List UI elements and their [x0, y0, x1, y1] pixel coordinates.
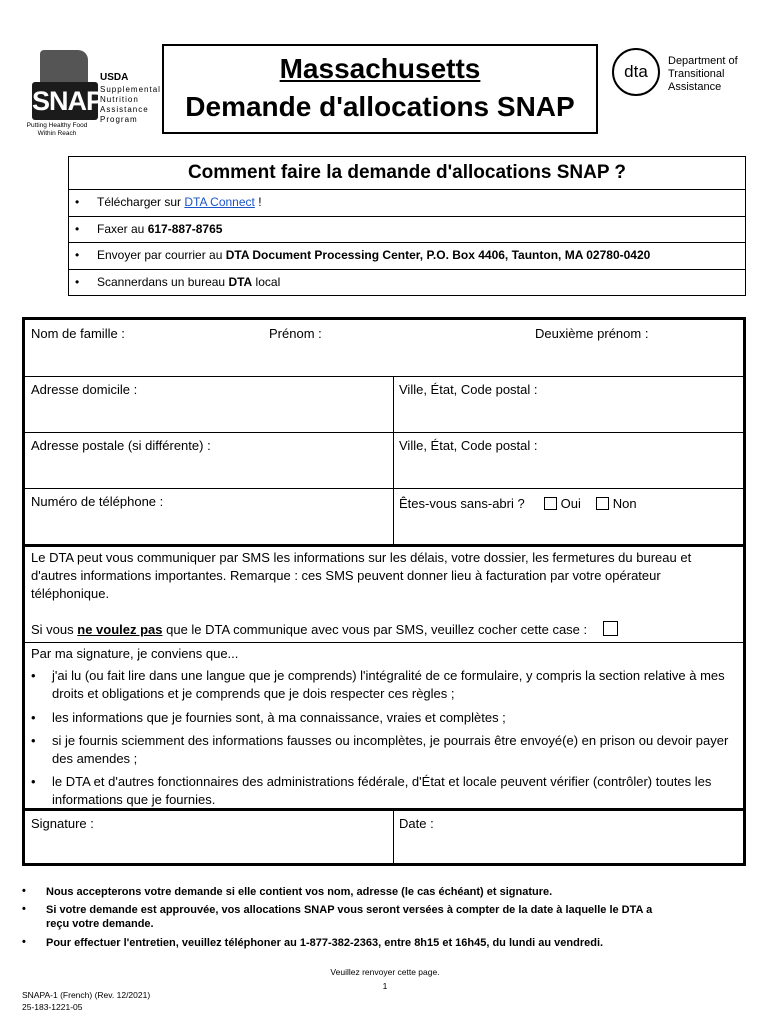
- agreement-item: j'ai lu (ou fait lire dans une langue que je comprends) l'intégralité de ce formulaire, y compris la section relative à mes droits et obligations et je comprends que je dois respecter ces règles ;: [52, 668, 725, 701]
- home-address-field[interactable]: Adresse domicile :: [31, 382, 138, 397]
- divider: [25, 642, 743, 643]
- snap-tagline: Putting Healthy Food Within Reach: [26, 122, 88, 137]
- middle-name-field[interactable]: Deuxième prénom :: [535, 326, 649, 341]
- bullet-icon: •: [31, 733, 36, 748]
- application-form: [22, 317, 746, 866]
- list-item: • Scannerdans un bureau DTA local: [69, 270, 745, 296]
- fax-number: 617-887-8765: [147, 221, 223, 236]
- bullet-icon: •: [75, 221, 80, 236]
- divider: [25, 488, 743, 489]
- date-field[interactable]: Date :: [399, 816, 434, 831]
- divider: [25, 544, 743, 547]
- bullet-icon: •: [75, 195, 80, 209]
- dta-connect-link[interactable]: DTA Connect: [184, 195, 255, 209]
- page-number: 1: [382, 981, 388, 991]
- sms-optout: Si vous ne voulez pas que le DTA communique avec vous par SMS, veuillez cocher cette case :: [31, 621, 737, 639]
- snap-logo: SNAP: [32, 82, 98, 120]
- divider: [25, 432, 743, 433]
- how-to-apply-title: Comment faire la demande d'allocations SNAP ?: [69, 157, 745, 190]
- mailing-city-state-zip-field[interactable]: Ville, État, Code postal :: [399, 438, 538, 453]
- agreement-item: le DTA et d'autres fonctionnaires des administrations fédérale, d'État et locale peuvent vérifier (contrôler) toutes les informations que je fournies.: [52, 774, 712, 807]
- snap-program-name: Supplemental Nutrition Assistance Program: [100, 85, 161, 124]
- homeless-no-checkbox[interactable]: [596, 497, 609, 510]
- list-item: • Faxer au 617-887-8765: [69, 217, 745, 244]
- form-id: SNAPA-1 (French) (Rev. 12/2021): [22, 990, 151, 1000]
- homeless-question: Êtes-vous sans-abri ? Oui Non: [399, 496, 637, 511]
- bullet-icon: •: [22, 936, 26, 948]
- list-item: • Télécharger sur DTA Connect !: [69, 190, 745, 217]
- grocery-bag-icon: [40, 50, 88, 82]
- footer-note: Pour effectuer l'entretien, veuillez téléphoner au 1-877-382-2363, entre 8h15 et 16h45, du lundi au vendredi.: [46, 937, 604, 949]
- bullet-icon: •: [22, 903, 26, 915]
- mailing-address-field[interactable]: Adresse postale (si différente) :: [31, 438, 211, 453]
- column-divider: [393, 808, 394, 863]
- usda-label: USDA: [100, 72, 129, 83]
- title-form: Demande d'allocations SNAP: [185, 91, 575, 122]
- column-divider: [393, 376, 394, 544]
- dta-name: Department of Transitional Assistance: [668, 55, 738, 93]
- divider: [25, 808, 743, 811]
- footer-note: Nous accepterons votre demande si elle contient vos nom, adresse (le cas échéant) et signature.: [46, 886, 553, 898]
- homeless-yes-checkbox[interactable]: [544, 497, 557, 510]
- sms-optout-checkbox[interactable]: [603, 621, 618, 636]
- divider: [25, 376, 743, 377]
- bullet-icon: •: [22, 885, 26, 897]
- sms-notice: Le DTA peut vous communiquer par SMS les informations sur les délais, votre dossier, les fermetures du bureau et d'autres informations importantes. Remarque : ces SMS peuvent donner lieu à facturation par votre opérateur téléphonique.: [31, 550, 692, 601]
- agreement-item: si je fournis sciemment des informations fausses ou incomplètes, je pourrais être envoyé(e) en prison ou devoir payer des amendes ;: [52, 733, 729, 766]
- bullet-icon: •: [75, 274, 80, 289]
- agreement-intro: Par ma signature, je conviens que...: [31, 646, 239, 661]
- last-name-field[interactable]: Nom de famille :: [31, 326, 125, 341]
- first-name-field[interactable]: Prénom :: [269, 326, 322, 341]
- footer-note: Si votre demande est approuvée, vos allocations SNAP vous seront versées à compter de la date à laquelle le DTA a reçu votre demande.: [46, 904, 653, 930]
- turn-over-note: Veuillez renvoyer cette page.: [330, 967, 440, 977]
- dta-logo-icon: dta: [612, 48, 660, 96]
- city-state-zip-field[interactable]: Ville, État, Code postal :: [399, 382, 538, 397]
- mailing-address: DTA Document Processing Center, P.O. Box 4406, Taunton, MA 02780-0420: [225, 248, 651, 262]
- phone-field[interactable]: Numéro de téléphone :: [31, 494, 164, 509]
- bullet-icon: •: [31, 710, 36, 725]
- title-state: Massachusetts: [279, 53, 481, 84]
- signature-field[interactable]: Signature :: [31, 816, 94, 831]
- form-code: 25-183-1221-05: [22, 1002, 83, 1012]
- how-to-apply-box: [68, 156, 746, 296]
- bullet-icon: •: [31, 774, 36, 789]
- bullet-icon: •: [75, 248, 80, 262]
- page-title: [162, 44, 598, 134]
- bullet-icon: •: [31, 668, 36, 683]
- agreement-item: les informations que je fournies sont, à ma connaissance, vraies et complètes ;: [52, 710, 506, 725]
- list-item: • Envoyer par courrier au DTA Document Processing Center, P.O. Box 4406, Taunton, MA 02780-0420: [69, 243, 745, 270]
